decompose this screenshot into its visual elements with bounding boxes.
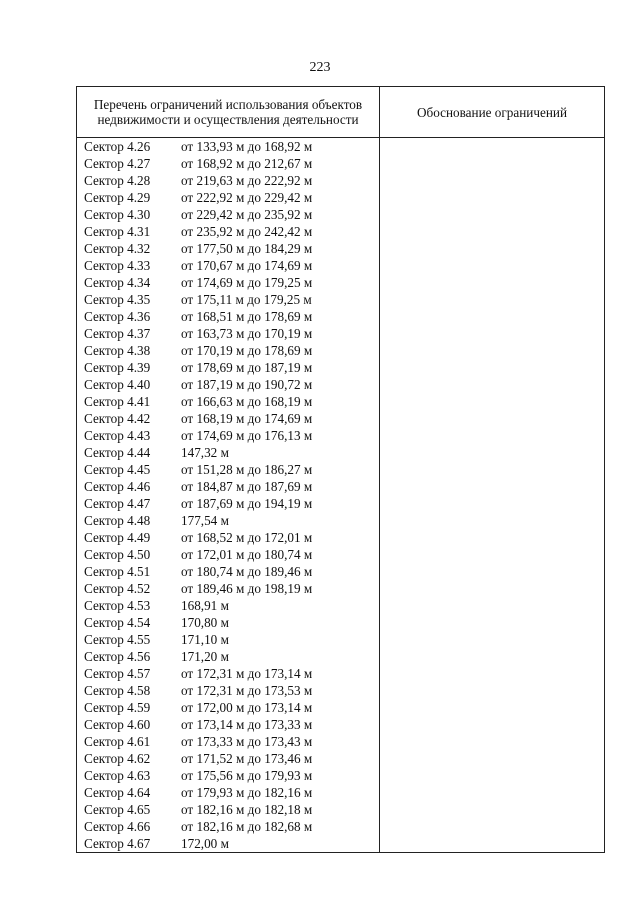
- sector-label: Сектор 4.58: [84, 683, 151, 698]
- height-range: от 172,00 м до 173,14 м: [181, 700, 313, 715]
- list-item: [77, 767, 379, 784]
- list-item: [77, 699, 379, 716]
- sector-label: Сектор 4.53: [84, 598, 151, 613]
- list-item: [77, 716, 379, 733]
- height-range: от 187,69 м до 194,19 м: [181, 496, 313, 511]
- sector-label: Сектор 4.65: [84, 802, 151, 817]
- height-range: от 178,69 м до 187,19 м: [181, 360, 313, 375]
- list-item: [77, 410, 379, 427]
- sector-label: Сектор 4.41: [84, 394, 151, 409]
- sector-label: Сектор 4.64: [84, 785, 151, 800]
- height-range: от 175,56 м до 179,93 м: [181, 768, 313, 783]
- height-range: от 174,69 м до 179,25 м: [181, 275, 313, 290]
- sector-label: Сектор 4.44: [84, 445, 151, 460]
- height-range: от 166,63 м до 168,19 м: [181, 394, 313, 409]
- height-range: от 173,33 м до 173,43 м: [181, 734, 313, 749]
- sector-label: Сектор 4.47: [84, 496, 151, 511]
- height-range: от 189,46 м до 198,19 м: [181, 581, 313, 596]
- sector-label: Сектор 4.51: [84, 564, 151, 579]
- height-range: 168,91 м: [181, 598, 229, 613]
- height-range: от 219,63 м до 222,92 м: [181, 173, 313, 188]
- sector-label: Сектор 4.54: [84, 615, 151, 630]
- list-item: [77, 444, 379, 461]
- sector-label: Сектор 4.40: [84, 377, 151, 392]
- height-range: от 171,52 м до 173,46 м: [181, 751, 313, 766]
- list-item: [77, 614, 379, 631]
- height-range: от 168,19 м до 174,69 м: [181, 411, 313, 426]
- list-item: [77, 665, 379, 682]
- height-range: от 173,14 м до 173,33 м: [181, 717, 313, 732]
- sector-label: Сектор 4.59: [84, 700, 151, 715]
- height-range: от 184,87 м до 187,69 м: [181, 479, 313, 494]
- height-range: от 172,31 м до 173,53 м: [181, 683, 313, 698]
- height-range: от 168,92 м до 212,67 м: [181, 156, 313, 171]
- sector-label: Сектор 4.29: [84, 190, 151, 205]
- list-item: [77, 750, 379, 767]
- height-range: от 182,16 м до 182,18 м: [181, 802, 313, 817]
- height-range: от 177,50 м до 184,29 м: [181, 241, 313, 256]
- sector-label: Сектор 4.37: [84, 326, 151, 341]
- sector-label: Сектор 4.43: [84, 428, 151, 443]
- list-item: [77, 308, 379, 325]
- list-item: [77, 682, 379, 699]
- list-item: [77, 648, 379, 665]
- list-item: [77, 835, 379, 852]
- sector-label: Сектор 4.56: [84, 649, 151, 664]
- list-item: [77, 172, 379, 189]
- justification-cell: [380, 138, 605, 853]
- header-restrictions-list: Перечень ограничений использования объектов недвижимости и осуществления деятельности: [77, 87, 380, 138]
- table-header-row: [77, 87, 605, 138]
- height-range: от 182,16 м до 182,68 м: [181, 819, 313, 834]
- list-item: [77, 155, 379, 172]
- sector-label: Сектор 4.49: [84, 530, 151, 545]
- sector-label: Сектор 4.62: [84, 751, 151, 766]
- height-range: от 168,52 м до 172,01 м: [181, 530, 313, 545]
- sector-label: Сектор 4.36: [84, 309, 151, 324]
- sector-label: Сектор 4.55: [84, 632, 151, 647]
- height-range: от 174,69 м до 176,13 м: [181, 428, 313, 443]
- sector-label: Сектор 4.57: [84, 666, 151, 681]
- sector-label: Сектор 4.35: [84, 292, 151, 307]
- list-item: [77, 597, 379, 614]
- list-item: [77, 529, 379, 546]
- list-item: [77, 546, 379, 563]
- list-item: [77, 427, 379, 444]
- list-item: [77, 478, 379, 495]
- sector-label: Сектор 4.63: [84, 768, 151, 783]
- list-item: [77, 206, 379, 223]
- list-item: [77, 495, 379, 512]
- sector-label: Сектор 4.46: [84, 479, 151, 494]
- sector-label: Сектор 4.67: [84, 836, 151, 851]
- sector-label: Сектор 4.31: [84, 224, 151, 239]
- list-item: [77, 733, 379, 750]
- height-range: от 133,93 м до 168,92 м: [181, 139, 313, 154]
- height-range: от 172,01 м до 180,74 м: [181, 547, 313, 562]
- height-range: от 175,11 м до 179,25 м: [181, 292, 312, 307]
- page-number: 223: [309, 60, 331, 75]
- sector-label: Сектор 4.42: [84, 411, 151, 426]
- height-range: от 170,19 м до 178,69 м: [181, 343, 313, 358]
- sector-label: Сектор 4.61: [84, 734, 151, 749]
- sector-label: Сектор 4.28: [84, 173, 151, 188]
- restrictions-table: [76, 86, 605, 853]
- list-item: [77, 138, 379, 155]
- height-range: от 172,31 м до 173,14 м: [181, 666, 313, 681]
- sector-label: Сектор 4.26: [84, 139, 151, 154]
- height-range: 170,80 м: [181, 615, 229, 630]
- height-range: 177,54 м: [181, 513, 229, 528]
- list-item: [77, 801, 379, 818]
- list-item: [77, 563, 379, 580]
- list-item: [77, 818, 379, 835]
- list-item: [77, 512, 379, 529]
- list-item: [77, 257, 379, 274]
- height-range: от 163,73 м до 170,19 м: [181, 326, 313, 341]
- height-range: от 170,67 м до 174,69 м: [181, 258, 313, 273]
- list-item: [77, 631, 379, 648]
- list-item: [77, 223, 379, 240]
- list-item: [77, 291, 379, 308]
- sector-label: Сектор 4.27: [84, 156, 151, 171]
- list-item: [77, 376, 379, 393]
- list-item: [77, 784, 379, 801]
- list-item: [77, 274, 379, 291]
- list-item: [77, 580, 379, 597]
- sector-label: Сектор 4.38: [84, 343, 151, 358]
- sector-label: Сектор 4.66: [84, 819, 151, 834]
- sector-label: Сектор 4.39: [84, 360, 151, 375]
- height-range: 171,20 м: [181, 649, 229, 664]
- sector-label: Сектор 4.48: [84, 513, 151, 528]
- height-range: от 235,92 м до 242,42 м: [181, 224, 313, 239]
- sector-label: Сектор 4.60: [84, 717, 151, 732]
- sector-label: Сектор 4.45: [84, 462, 151, 477]
- list-item: [77, 461, 379, 478]
- list-item: [77, 393, 379, 410]
- height-range: 147,32 м: [181, 445, 229, 460]
- sector-label: Сектор 4.33: [84, 258, 151, 273]
- list-item: [77, 325, 379, 342]
- sector-label: Сектор 4.50: [84, 547, 151, 562]
- list-item: [77, 189, 379, 206]
- sector-list: [77, 138, 379, 852]
- height-range: от 168,51 м до 178,69 м: [181, 309, 313, 324]
- header-justification: Обоснование ограничений: [380, 87, 605, 138]
- height-range: от 180,74 м до 189,46 м: [181, 564, 313, 579]
- height-range: 171,10 м: [181, 632, 229, 647]
- sector-label: Сектор 4.32: [84, 241, 151, 256]
- height-range: от 222,92 м до 229,42 м: [181, 190, 313, 205]
- height-range: от 187,19 м до 190,72 м: [181, 377, 313, 392]
- list-item: [77, 359, 379, 376]
- height-range: от 151,28 м до 186,27 м: [181, 462, 313, 477]
- height-range: от 229,42 м до 235,92 м: [181, 207, 313, 222]
- restrictions-cell: [77, 138, 380, 853]
- list-item: [77, 342, 379, 359]
- height-range: от 179,93 м до 182,16 м: [181, 785, 313, 800]
- list-item: [77, 240, 379, 257]
- table-body-row: [77, 138, 605, 853]
- sector-label: Сектор 4.34: [84, 275, 151, 290]
- sector-label: Сектор 4.52: [84, 581, 151, 596]
- height-range: 172,00 м: [181, 836, 229, 851]
- sector-label: Сектор 4.30: [84, 207, 151, 222]
